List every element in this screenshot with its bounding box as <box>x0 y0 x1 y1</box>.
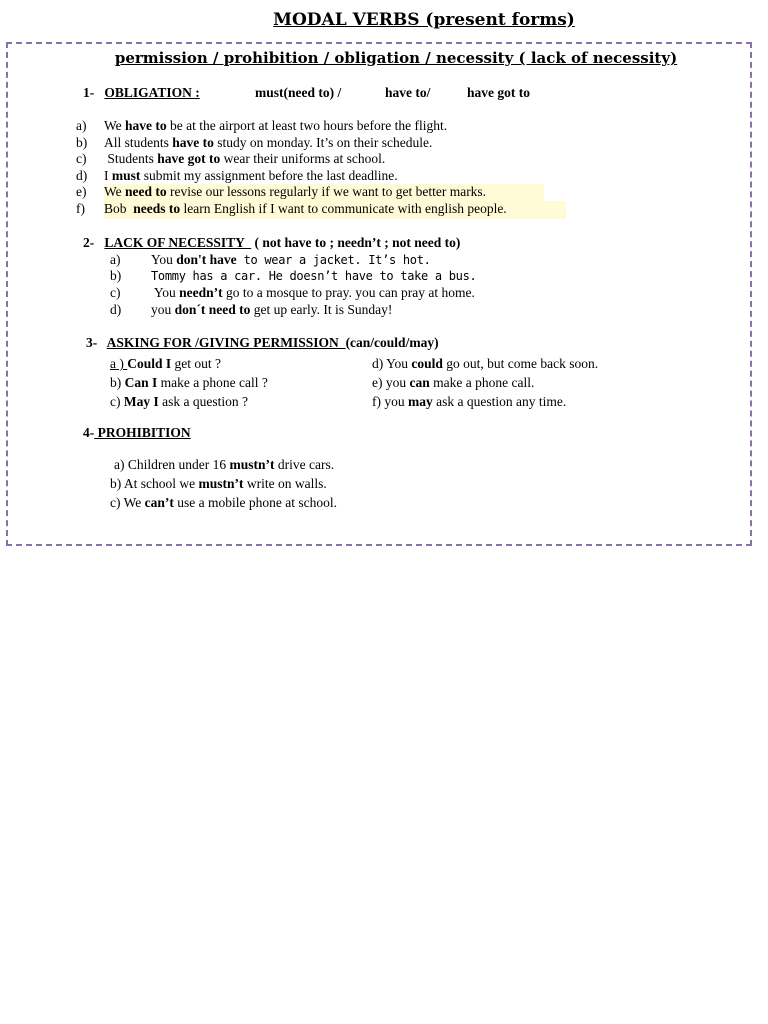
list-item: f) you may ask a question any time. <box>372 394 567 409</box>
list-item: a) Children under 16 mustn’t drive cars. <box>114 457 335 472</box>
obligation-form-2: have to/ <box>385 85 431 100</box>
document-title: MODAL VERBS (present forms) <box>273 10 575 30</box>
list-item: b) All students have to study on monday. It’s on their schedule. <box>76 134 433 150</box>
list-item: a) You don't have to wear a jacket. It’s hot. <box>110 252 431 267</box>
list-item: c) May I ask a question ? <box>110 394 248 409</box>
list-item: b) At school we mustn’t write on walls. <box>110 476 327 491</box>
list-item: d) you don´t need to get up early. It is Sunday! <box>110 302 393 317</box>
section-prohibition-heading: 4- PROHIBITION <box>83 425 191 440</box>
document-subtitle: permission / prohibition / obligation / necessity ( lack of necessity) <box>114 49 678 67</box>
obligation-form-1: must(need to) / <box>255 85 342 100</box>
list-item: a) We have to be at the airport at least two hours before the flight. <box>76 118 448 133</box>
list-item: a ) Could I get out ? <box>110 356 222 371</box>
list-item: b) Tommy has a car. He doesn’t have to take a bus. <box>110 268 477 283</box>
section-obligation-heading: 1- OBLIGATION : <box>83 85 200 100</box>
list-item: d) I must submit my assignment before the last deadline. <box>76 167 398 183</box>
list-item: b) Can I make a phone call ? <box>110 375 268 390</box>
list-item: e) We need to revise our lessons regularly if we want to get better marks. <box>76 184 487 199</box>
obligation-form-3: have got to <box>467 85 530 100</box>
list-item: c) We can’t use a mobile phone at school. <box>110 495 337 510</box>
list-item: d) You could go out, but come back soon. <box>372 356 599 371</box>
list-item: e) you can make a phone call. <box>372 375 535 390</box>
list-item: c) You needn’t go to a mosque to pray. you can pray at home. <box>110 285 475 300</box>
section-lack-of-necessity-heading: 2- LACK OF NECESSITY ( not have to ; needn’t ; not need to) <box>83 235 461 250</box>
list-item: c) Students have got to wear their uniforms at school. <box>76 151 386 166</box>
section-permission-heading: 3- ASKING FOR /GIVING PERMISSION (can/could/may) <box>86 335 439 350</box>
list-item: f) Bob needs to learn English if I want to communicate with english people. <box>76 201 507 216</box>
